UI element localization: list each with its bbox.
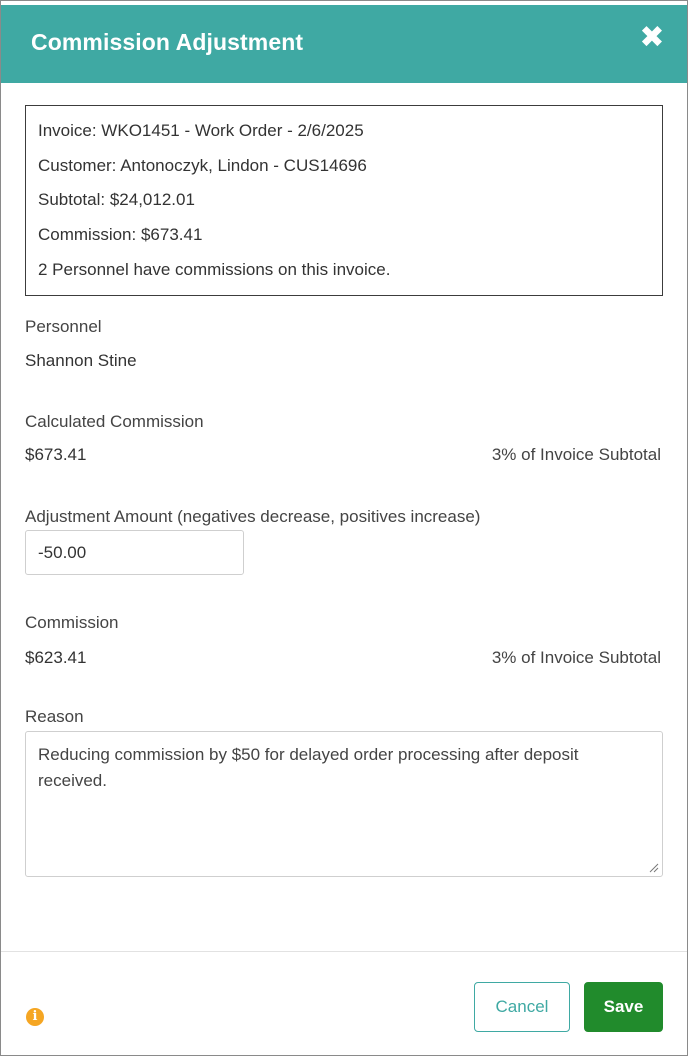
adjustment-amount-input[interactable] xyxy=(25,530,244,575)
personnel-value: Shannon Stine xyxy=(25,351,137,370)
commission-basis: 3% of Invoice Subtotal xyxy=(491,648,661,667)
save-button[interactable]: Save xyxy=(584,982,663,1032)
footer-divider xyxy=(1,951,687,952)
reason-textarea[interactable] xyxy=(25,731,663,877)
dialog-header xyxy=(1,1,687,83)
customer-line: Customer: Antonoczyk, Lindon - CUS14696 xyxy=(38,156,367,175)
commission-label: Commission xyxy=(25,613,119,632)
reason-label: Reason xyxy=(25,707,84,726)
adjustment-amount-label: Adjustment Amount (negatives decrease, positives increase) xyxy=(25,507,481,526)
info-icon[interactable]: i xyxy=(26,1008,44,1026)
calculated-commission-label: Calculated Commission xyxy=(25,412,204,431)
commission-value: $623.41 xyxy=(25,648,87,667)
resize-grip-icon[interactable] xyxy=(647,861,659,873)
commission-line: Commission: $673.41 xyxy=(38,225,203,244)
cancel-button[interactable]: Cancel xyxy=(474,982,570,1032)
invoice-line: Invoice: WKO1451 - Work Order - 2/6/2025 xyxy=(38,121,364,140)
calculated-commission-value: $673.41 xyxy=(25,445,87,464)
invoice-summary-box xyxy=(25,105,663,296)
calculated-commission-basis: 3% of Invoice Subtotal xyxy=(491,445,661,464)
close-icon[interactable]: ✖ xyxy=(639,21,665,54)
personnel-label: Personnel xyxy=(25,317,102,336)
subtotal-line: Subtotal: $24,012.01 xyxy=(38,190,195,209)
dialog-title: Commission Adjustment xyxy=(31,29,304,55)
personnel-count-note: 2 Personnel have commissions on this invoice. xyxy=(38,260,391,279)
